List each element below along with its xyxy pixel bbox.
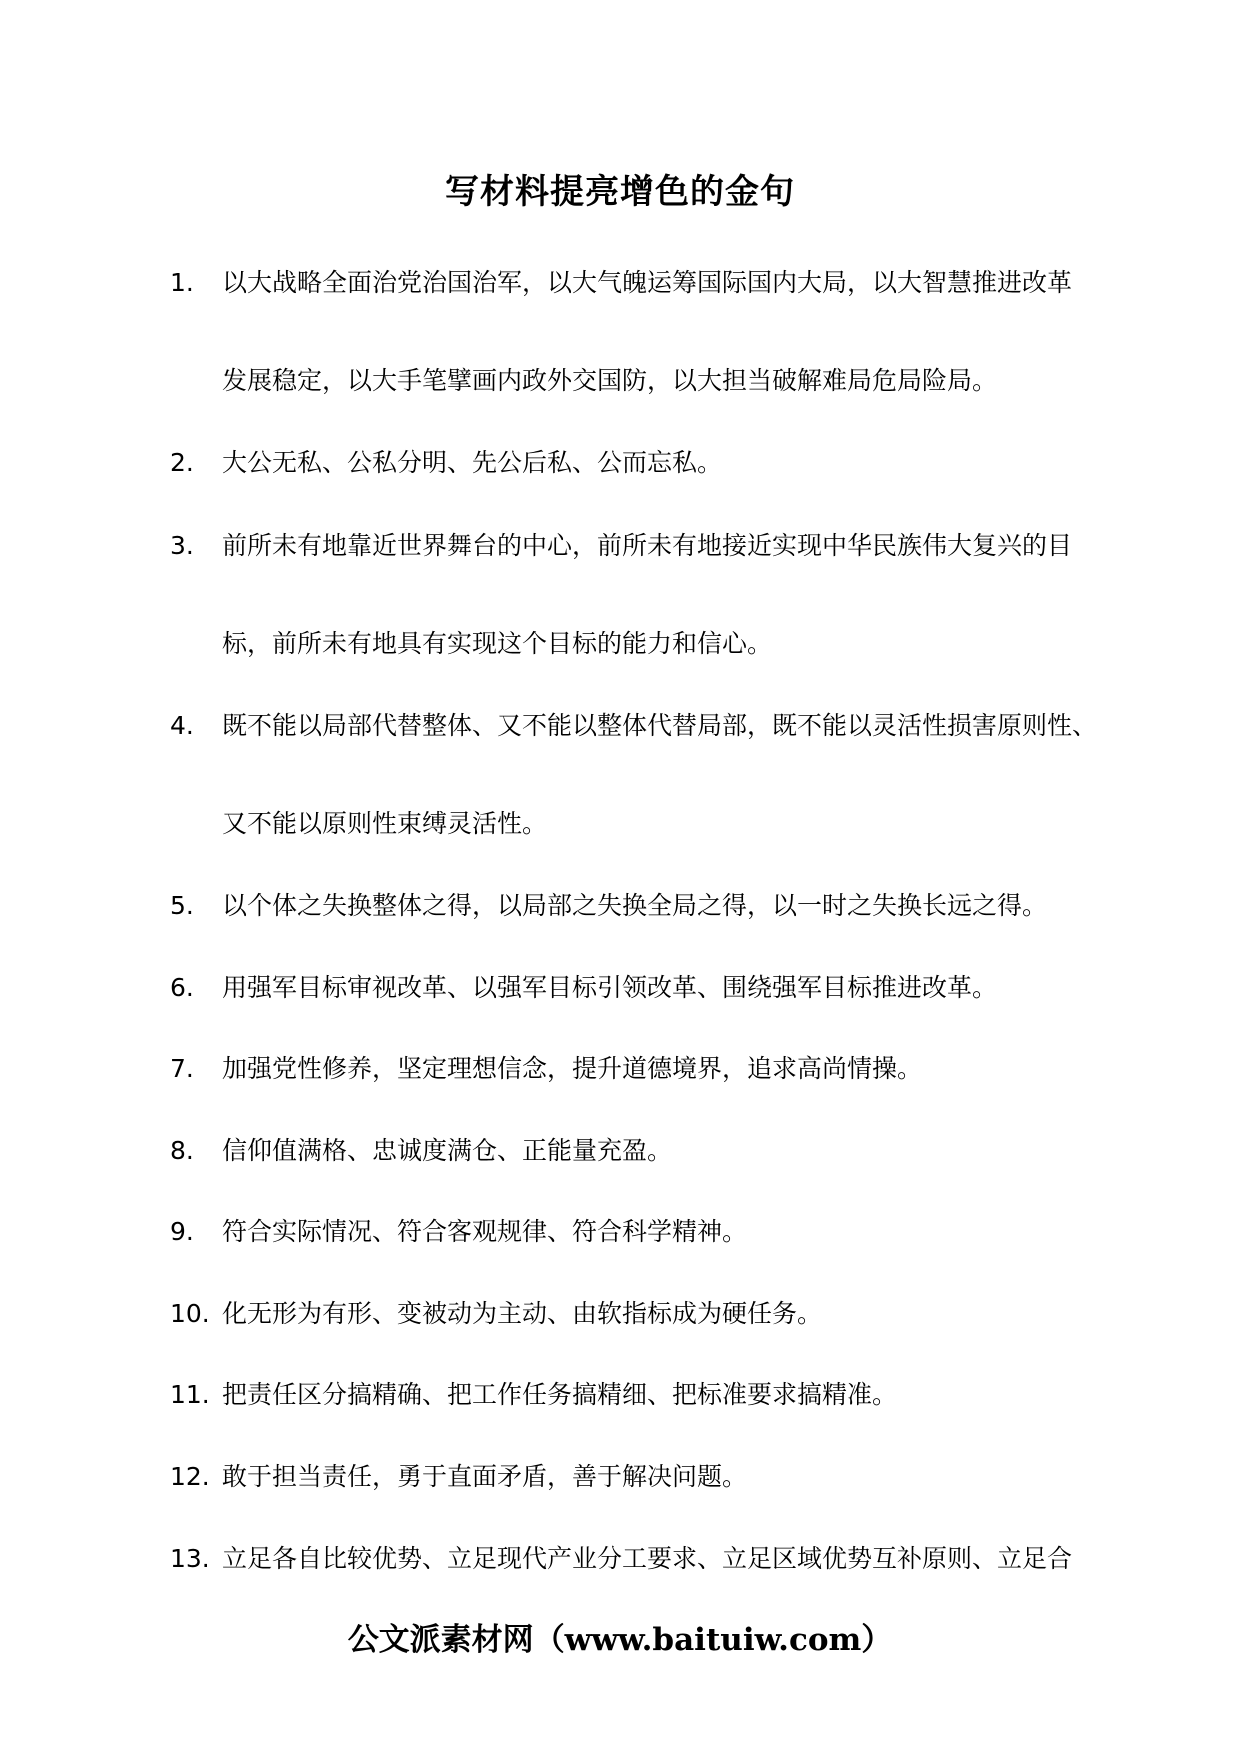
list-item (170, 1136, 1090, 1166)
footer-watermark (0, 1620, 1240, 1660)
item-number: 7. (170, 1054, 194, 1083)
list-item (170, 711, 1098, 741)
item-number: 11. (170, 1380, 210, 1409)
item-text: 前所未有地靠近世界舞台的中心，前所未有地接近实现中华民族伟大复兴的目 (222, 531, 1073, 560)
list-item (170, 1217, 1090, 1247)
list-item (170, 268, 1090, 298)
list-item (170, 891, 1090, 921)
item-number: 2. (170, 448, 194, 477)
item-number: 1. (170, 268, 194, 297)
footer-site-name: 公文派素材网 (347, 1622, 534, 1658)
list-item-continuation (170, 629, 1090, 659)
item-text: 化无形为有形、变被动为主动、由软指标成为硬任务。 (222, 1299, 823, 1328)
item-text: 信仰值满格、忠诚度满仓、正能量充盈。 (222, 1136, 673, 1165)
list-item (170, 973, 1090, 1003)
footer-site-url: （www.baituiw.com） (533, 1622, 893, 1658)
item-number: 3. (170, 531, 194, 560)
document-title: 写材料提亮增色的金句 (445, 172, 795, 212)
item-text: 发展稳定，以大手笔擘画内政外交国防，以大担当破解难局危局险局。 (222, 366, 998, 395)
item-number: 6. (170, 973, 194, 1002)
item-text: 以大战略全面治党治国治军，以大气魄运筹国际国内大局，以大智慧推进改革 (222, 268, 1073, 297)
item-text: 把责任区分搞精确、把工作任务搞精细、把标准要求搞精准。 (222, 1380, 898, 1409)
item-number: 8. (170, 1136, 194, 1165)
list-item-continuation (170, 809, 1090, 839)
item-text: 敢于担当责任，勇于直面矛盾，善于解决问题。 (222, 1462, 748, 1491)
item-text: 标，前所未有地具有实现这个目标的能力和信心。 (222, 629, 773, 658)
item-text: 以个体之失换整体之得，以局部之失换全局之得，以一时之失换长远之得。 (222, 891, 1048, 920)
item-number: 5. (170, 891, 194, 920)
item-text: 加强党性修养，坚定理想信念，提升道德境界，追求高尚情操。 (222, 1054, 923, 1083)
list-item (170, 1380, 1090, 1410)
item-text: 既不能以局部代替整体、又不能以整体代替局部，既不能以灵活性损害原则性、 (222, 711, 1098, 740)
item-text: 符合实际情况、符合客观规律、符合科学精神。 (222, 1217, 748, 1246)
list-item (170, 531, 1090, 561)
list-item-continuation (170, 366, 1090, 396)
list-item (170, 448, 1090, 478)
item-number: 10. (170, 1299, 210, 1328)
item-number: 13. (170, 1544, 210, 1573)
item-text: 立足各自比较优势、立足现代产业分工要求、立足区域优势互补原则、立足合 (222, 1544, 1073, 1573)
item-text: 又不能以原则性束缚灵活性。 (222, 809, 548, 838)
list-item (170, 1054, 1090, 1084)
item-text: 用强军目标审视改革、以强军目标引领改革、围绕强军目标推进改革。 (222, 973, 998, 1002)
item-number: 9. (170, 1217, 194, 1246)
item-text: 大公无私、公私分明、先公后私、公而忘私。 (222, 448, 723, 477)
list-item (170, 1462, 1090, 1492)
item-number: 4. (170, 711, 194, 740)
item-number: 12. (170, 1462, 210, 1491)
list-item (170, 1544, 1090, 1574)
list-item (170, 1299, 1090, 1329)
